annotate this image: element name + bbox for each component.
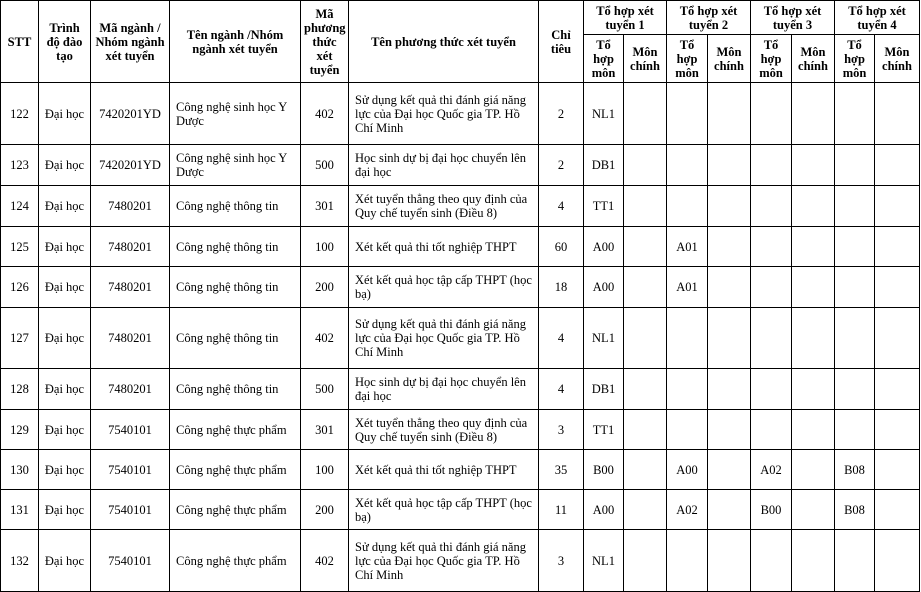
cell-chi-tieu: 4 bbox=[539, 369, 584, 410]
cell-ma-nganh: 7540101 bbox=[91, 450, 170, 490]
cell-trinh-do: Đại học bbox=[39, 530, 91, 592]
cell-ten-nganh: Công nghệ thực phẩm bbox=[170, 490, 301, 530]
cell-to-hop-mon-1: A00 bbox=[584, 490, 624, 530]
header-ten-nganh: Tên ngành /Nhóm ngành xét tuyển bbox=[170, 1, 301, 83]
header-ma-phuong-thuc: Mã phương thức xét tuyển bbox=[301, 1, 349, 83]
cell-ma-nganh: 7480201 bbox=[91, 369, 170, 410]
cell-trinh-do: Đại học bbox=[39, 450, 91, 490]
cell-mon-chinh-1 bbox=[624, 410, 667, 450]
cell-to-hop-mon-1: A00 bbox=[584, 227, 624, 267]
cell-chi-tieu: 18 bbox=[539, 267, 584, 308]
cell-mon-chinh-3 bbox=[792, 186, 835, 227]
cell-mon-chinh-2 bbox=[708, 530, 751, 592]
cell-ma-phuong-thuc: 200 bbox=[301, 490, 349, 530]
cell-mon-chinh-3 bbox=[792, 490, 835, 530]
cell-mon-chinh-1 bbox=[624, 227, 667, 267]
cell-to-hop-mon-1: A00 bbox=[584, 267, 624, 308]
cell-ten-phuong-thuc: Xét tuyển thẳng theo quy định của Quy chế tuyển sinh (Điều 8) bbox=[349, 186, 539, 227]
cell-to-hop-mon-2 bbox=[667, 186, 708, 227]
cell-to-hop-mon-2 bbox=[667, 308, 708, 369]
cell-ma-nganh: 7420201YD bbox=[91, 83, 170, 145]
cell-to-hop-mon-3 bbox=[751, 369, 792, 410]
cell-to-hop-mon-2: A02 bbox=[667, 490, 708, 530]
cell-ma-nganh: 7540101 bbox=[91, 530, 170, 592]
cell-ma-phuong-thuc: 100 bbox=[301, 227, 349, 267]
cell-mon-chinh-4 bbox=[875, 145, 920, 186]
cell-to-hop-mon-3 bbox=[751, 186, 792, 227]
cell-mon-chinh-2 bbox=[708, 308, 751, 369]
cell-to-hop-mon-3 bbox=[751, 308, 792, 369]
cell-mon-chinh-4 bbox=[875, 227, 920, 267]
cell-ten-phuong-thuc: Học sinh dự bị đại học chuyển lên đại học bbox=[349, 145, 539, 186]
cell-trinh-do: Đại học bbox=[39, 227, 91, 267]
table-header bbox=[1, 1, 920, 83]
cell-to-hop-mon-3 bbox=[751, 410, 792, 450]
cell-stt: 125 bbox=[1, 227, 39, 267]
cell-mon-chinh-4 bbox=[875, 490, 920, 530]
cell-mon-chinh-2 bbox=[708, 145, 751, 186]
cell-mon-chinh-2 bbox=[708, 490, 751, 530]
cell-to-hop-mon-4 bbox=[835, 267, 875, 308]
cell-chi-tieu: 60 bbox=[539, 227, 584, 267]
header-mon-chinh-4: Môn chính bbox=[875, 35, 920, 83]
cell-mon-chinh-4 bbox=[875, 410, 920, 450]
cell-mon-chinh-3 bbox=[792, 145, 835, 186]
cell-ma-phuong-thuc: 100 bbox=[301, 450, 349, 490]
cell-to-hop-mon-4 bbox=[835, 530, 875, 592]
cell-trinh-do: Đại học bbox=[39, 308, 91, 369]
cell-to-hop-mon-4 bbox=[835, 83, 875, 145]
table-row bbox=[1, 267, 920, 308]
table-row bbox=[1, 227, 920, 267]
cell-stt: 131 bbox=[1, 490, 39, 530]
cell-mon-chinh-1 bbox=[624, 530, 667, 592]
cell-ten-nganh: Công nghệ thông tin bbox=[170, 308, 301, 369]
header-to-hop-4: Tổ hợp xét tuyển 4 bbox=[835, 1, 920, 35]
cell-to-hop-mon-4: B08 bbox=[835, 450, 875, 490]
cell-ma-phuong-thuc: 402 bbox=[301, 308, 349, 369]
cell-chi-tieu: 2 bbox=[539, 83, 584, 145]
cell-ten-nganh: Công nghệ thông tin bbox=[170, 267, 301, 308]
cell-ten-phuong-thuc: Xét kết quả học tập cấp THPT (học bạ) bbox=[349, 267, 539, 308]
header-stt: STT bbox=[1, 1, 39, 83]
cell-ten-nganh: Công nghệ thực phẩm bbox=[170, 410, 301, 450]
cell-to-hop-mon-3 bbox=[751, 227, 792, 267]
cell-mon-chinh-2 bbox=[708, 227, 751, 267]
cell-mon-chinh-1 bbox=[624, 186, 667, 227]
table-row bbox=[1, 145, 920, 186]
cell-to-hop-mon-3: A02 bbox=[751, 450, 792, 490]
header-ma-nganh: Mã ngành / Nhóm ngành xét tuyển bbox=[91, 1, 170, 83]
cell-mon-chinh-3 bbox=[792, 369, 835, 410]
cell-mon-chinh-1 bbox=[624, 83, 667, 145]
cell-ten-phuong-thuc: Sử dụng kết quả thi đánh giá năng lực của Đại học Quốc gia TP. Hồ Chí Minh bbox=[349, 308, 539, 369]
cell-mon-chinh-3 bbox=[792, 410, 835, 450]
cell-mon-chinh-1 bbox=[624, 308, 667, 369]
table-row bbox=[1, 369, 920, 410]
header-to-hop-mon-1: Tổ hợp môn bbox=[584, 35, 624, 83]
cell-to-hop-mon-1: TT1 bbox=[584, 410, 624, 450]
cell-chi-tieu: 3 bbox=[539, 410, 584, 450]
cell-mon-chinh-1 bbox=[624, 267, 667, 308]
cell-mon-chinh-1 bbox=[624, 145, 667, 186]
cell-mon-chinh-2 bbox=[708, 410, 751, 450]
header-to-hop-mon-4: Tổ hợp môn bbox=[835, 35, 875, 83]
table-row bbox=[1, 450, 920, 490]
cell-trinh-do: Đại học bbox=[39, 83, 91, 145]
header-to-hop-mon-2: Tổ hợp môn bbox=[667, 35, 708, 83]
table-body bbox=[1, 83, 920, 592]
cell-ma-nganh: 7540101 bbox=[91, 410, 170, 450]
header-to-hop-2: Tổ hợp xét tuyển 2 bbox=[667, 1, 751, 35]
cell-ma-nganh: 7420201YD bbox=[91, 145, 170, 186]
cell-to-hop-mon-4 bbox=[835, 369, 875, 410]
cell-ten-phuong-thuc: Xét kết quả thi tốt nghiệp THPT bbox=[349, 450, 539, 490]
cell-to-hop-mon-2 bbox=[667, 83, 708, 145]
cell-stt: 123 bbox=[1, 145, 39, 186]
cell-ten-nganh: Công nghệ sinh học Y Dược bbox=[170, 83, 301, 145]
cell-mon-chinh-4 bbox=[875, 450, 920, 490]
cell-chi-tieu: 11 bbox=[539, 490, 584, 530]
cell-to-hop-mon-2 bbox=[667, 145, 708, 186]
cell-mon-chinh-2 bbox=[708, 369, 751, 410]
cell-stt: 130 bbox=[1, 450, 39, 490]
cell-mon-chinh-2 bbox=[708, 186, 751, 227]
cell-ten-nganh: Công nghệ thực phẩm bbox=[170, 450, 301, 490]
cell-to-hop-mon-2 bbox=[667, 530, 708, 592]
cell-chi-tieu: 35 bbox=[539, 450, 584, 490]
cell-to-hop-mon-3: B00 bbox=[751, 490, 792, 530]
cell-ma-phuong-thuc: 301 bbox=[301, 186, 349, 227]
table-row bbox=[1, 308, 920, 369]
cell-ten-nganh: Công nghệ thông tin bbox=[170, 369, 301, 410]
cell-ma-phuong-thuc: 500 bbox=[301, 145, 349, 186]
cell-ma-phuong-thuc: 301 bbox=[301, 410, 349, 450]
cell-chi-tieu: 3 bbox=[539, 530, 584, 592]
header-trinh-do: Trình độ đào tạo bbox=[39, 1, 91, 83]
cell-chi-tieu: 4 bbox=[539, 308, 584, 369]
table-row bbox=[1, 83, 920, 145]
table-row bbox=[1, 410, 920, 450]
cell-ma-phuong-thuc: 200 bbox=[301, 267, 349, 308]
cell-trinh-do: Đại học bbox=[39, 410, 91, 450]
cell-to-hop-mon-4 bbox=[835, 410, 875, 450]
cell-trinh-do: Đại học bbox=[39, 145, 91, 186]
header-to-hop-3: Tổ hợp xét tuyển 3 bbox=[751, 1, 835, 35]
cell-ten-phuong-thuc: Sử dụng kết quả thi đánh giá năng lực của Đại học Quốc gia TP. Hồ Chí Minh bbox=[349, 530, 539, 592]
cell-to-hop-mon-4 bbox=[835, 145, 875, 186]
cell-trinh-do: Đại học bbox=[39, 369, 91, 410]
cell-to-hop-mon-3 bbox=[751, 267, 792, 308]
cell-to-hop-mon-2 bbox=[667, 410, 708, 450]
cell-stt: 132 bbox=[1, 530, 39, 592]
header-chi-tieu: Chỉ tiêu bbox=[539, 1, 584, 83]
cell-mon-chinh-3 bbox=[792, 450, 835, 490]
cell-mon-chinh-4 bbox=[875, 308, 920, 369]
cell-stt: 126 bbox=[1, 267, 39, 308]
cell-to-hop-mon-1: TT1 bbox=[584, 186, 624, 227]
cell-ten-phuong-thuc: Học sinh dự bị đại học chuyển lên đại học bbox=[349, 369, 539, 410]
cell-mon-chinh-4 bbox=[875, 186, 920, 227]
cell-mon-chinh-3 bbox=[792, 308, 835, 369]
cell-ma-nganh: 7480201 bbox=[91, 308, 170, 369]
cell-ma-nganh: 7480201 bbox=[91, 267, 170, 308]
header-to-hop-mon-3: Tổ hợp môn bbox=[751, 35, 792, 83]
cell-trinh-do: Đại học bbox=[39, 267, 91, 308]
cell-mon-chinh-2 bbox=[708, 83, 751, 145]
cell-mon-chinh-2 bbox=[708, 267, 751, 308]
cell-ma-nganh: 7480201 bbox=[91, 186, 170, 227]
cell-mon-chinh-3 bbox=[792, 227, 835, 267]
cell-mon-chinh-4 bbox=[875, 530, 920, 592]
cell-ma-nganh: 7480201 bbox=[91, 227, 170, 267]
cell-stt: 122 bbox=[1, 83, 39, 145]
cell-to-hop-mon-4: B08 bbox=[835, 490, 875, 530]
cell-mon-chinh-1 bbox=[624, 490, 667, 530]
cell-ten-phuong-thuc: Xét tuyển thẳng theo quy định của Quy chế tuyển sinh (Điều 8) bbox=[349, 410, 539, 450]
cell-trinh-do: Đại học bbox=[39, 186, 91, 227]
cell-to-hop-mon-3 bbox=[751, 83, 792, 145]
cell-ten-phuong-thuc: Xét kết quả thi tốt nghiệp THPT bbox=[349, 227, 539, 267]
cell-mon-chinh-4 bbox=[875, 83, 920, 145]
cell-mon-chinh-2 bbox=[708, 450, 751, 490]
cell-mon-chinh-4 bbox=[875, 267, 920, 308]
table-row bbox=[1, 530, 920, 592]
header-ten-phuong-thuc: Tên phương thức xét tuyển bbox=[349, 1, 539, 83]
cell-ma-phuong-thuc: 402 bbox=[301, 530, 349, 592]
header-mon-chinh-3: Môn chính bbox=[792, 35, 835, 83]
header-to-hop-1: Tổ hợp xét tuyển 1 bbox=[584, 1, 667, 35]
cell-trinh-do: Đại học bbox=[39, 490, 91, 530]
cell-stt: 127 bbox=[1, 308, 39, 369]
cell-stt: 128 bbox=[1, 369, 39, 410]
cell-to-hop-mon-2: A01 bbox=[667, 267, 708, 308]
cell-stt: 129 bbox=[1, 410, 39, 450]
cell-stt: 124 bbox=[1, 186, 39, 227]
cell-mon-chinh-3 bbox=[792, 267, 835, 308]
table-row bbox=[1, 186, 920, 227]
cell-mon-chinh-1 bbox=[624, 450, 667, 490]
cell-ma-phuong-thuc: 500 bbox=[301, 369, 349, 410]
cell-to-hop-mon-1: DB1 bbox=[584, 145, 624, 186]
cell-to-hop-mon-3 bbox=[751, 530, 792, 592]
cell-to-hop-mon-2 bbox=[667, 369, 708, 410]
header-mon-chinh-2: Môn chính bbox=[708, 35, 751, 83]
cell-mon-chinh-3 bbox=[792, 83, 835, 145]
cell-to-hop-mon-1: DB1 bbox=[584, 369, 624, 410]
cell-ten-nganh: Công nghệ thực phẩm bbox=[170, 530, 301, 592]
cell-ten-nganh: Công nghệ thông tin bbox=[170, 227, 301, 267]
table-row bbox=[1, 490, 920, 530]
cell-ten-phuong-thuc: Xét kết quả học tập cấp THPT (học bạ) bbox=[349, 490, 539, 530]
cell-to-hop-mon-4 bbox=[835, 308, 875, 369]
header-mon-chinh-1: Môn chính bbox=[624, 35, 667, 83]
cell-ten-nganh: Công nghệ thông tin bbox=[170, 186, 301, 227]
cell-chi-tieu: 2 bbox=[539, 145, 584, 186]
cell-ma-nganh: 7540101 bbox=[91, 490, 170, 530]
cell-ma-phuong-thuc: 402 bbox=[301, 83, 349, 145]
cell-to-hop-mon-4 bbox=[835, 186, 875, 227]
cell-to-hop-mon-1: NL1 bbox=[584, 308, 624, 369]
cell-to-hop-mon-2: A01 bbox=[667, 227, 708, 267]
cell-chi-tieu: 4 bbox=[539, 186, 584, 227]
cell-mon-chinh-3 bbox=[792, 530, 835, 592]
cell-to-hop-mon-4 bbox=[835, 227, 875, 267]
cell-ten-phuong-thuc: Sử dụng kết quả thi đánh giá năng lực của Đại học Quốc gia TP. Hồ Chí Minh bbox=[349, 83, 539, 145]
cell-to-hop-mon-1: B00 bbox=[584, 450, 624, 490]
cell-mon-chinh-4 bbox=[875, 369, 920, 410]
cell-to-hop-mon-1: NL1 bbox=[584, 530, 624, 592]
cell-to-hop-mon-2: A00 bbox=[667, 450, 708, 490]
cell-mon-chinh-1 bbox=[624, 369, 667, 410]
cell-to-hop-mon-1: NL1 bbox=[584, 83, 624, 145]
cell-ten-nganh: Công nghệ sinh học Y Dược bbox=[170, 145, 301, 186]
cell-to-hop-mon-3 bbox=[751, 145, 792, 186]
